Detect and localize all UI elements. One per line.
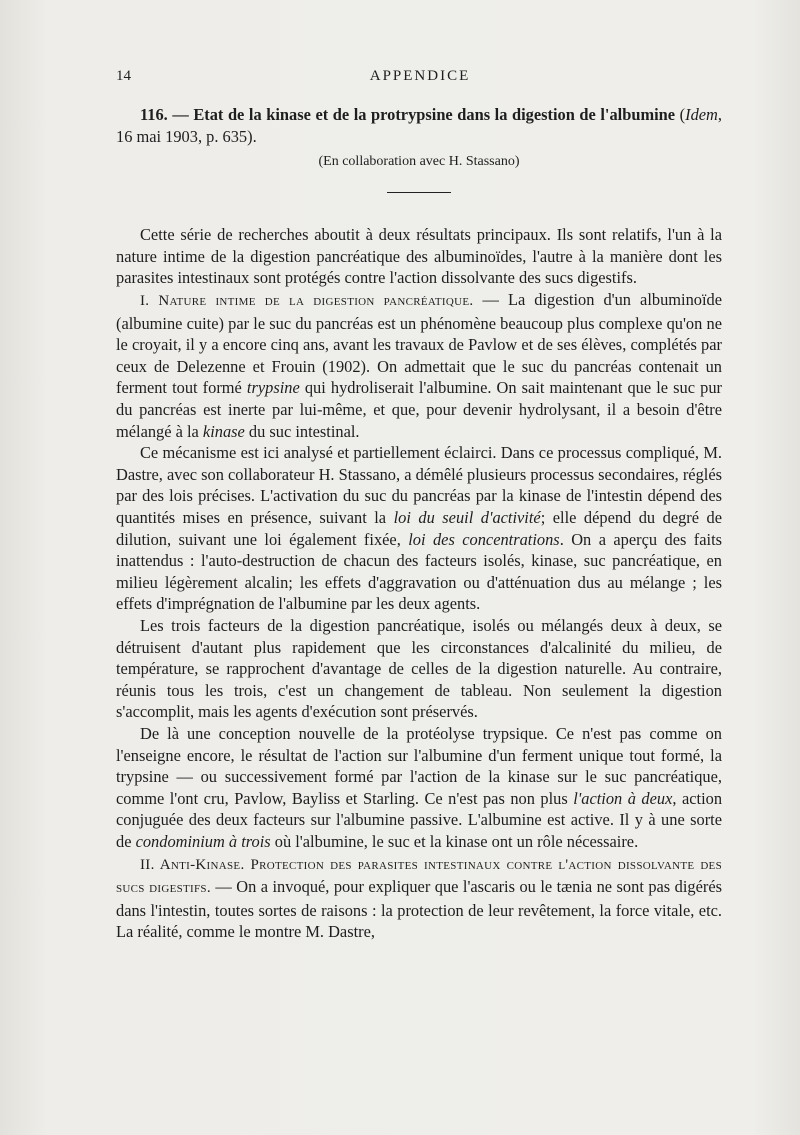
p5-text-b: , action conjuguée des deux facteurs sur l'albumine passive. L'albumine est active. Il y à une sorte de: [116, 788, 723, 851]
paragraph-1: Cette série de recherches aboutit à deux résultats principaux. Ils sont relatifs, l'un à la nature intime de la digestion pancréatique des albuminoïdes, l'autre à la manière dont les parasites intestinaux sont protégés contre l'action dissolvante des sucs digestifs.: [116, 225, 722, 288]
p2-text-b: qui hydroliserait l'albumine. On sait maintenant que le suc pur du pancréas est inerte par lui-même, et que, pour devenir hydrolysant, il a besoin d'être mélangé à la: [116, 378, 722, 441]
p5-text-c: où l'albumine, le suc et la kinase ont un rôle nécessaire.: [270, 831, 639, 851]
paragraph-4: Les trois facteurs de la digestion pancréatique, isolés ou mélangés deux à deux, se détruisent d'autant plus rapidement que les circonstances d'alcalinité du milieu, de température, se rapprochent d'avantage de celles de la digestion naturelle. Au contraire, réunis tous les trois, c'est un changement de tableau. Non seulement la digestion s'accomplit, mais les agents d'exécution sont préservés.: [116, 615, 722, 722]
page-header: [116, 68, 724, 90]
p6-text-a: — On a invoqué, pour expliquer que l'ascaris ou le tænia ne sont pas digérés dans l'intestin, toutes sortes de raisons : la protection de leur revêtement, la force vitale, etc. La réalité, comme le montre M. Dastre,: [116, 877, 722, 942]
p2-italic-kinase: kinase: [202, 421, 245, 441]
p2-italic-trypsine: trypsine: [246, 378, 300, 398]
paragraph-3: [116, 442, 722, 615]
ref-open: (: [679, 105, 686, 124]
p3-italic-1: loi du seuil d'activité: [393, 508, 541, 527]
separator-rule: [387, 192, 451, 194]
paragraph-2: [116, 289, 722, 442]
section-heading-1: I. Nature intime de la digestion pancréatique.: [140, 293, 474, 310]
running-head: APPENDICE: [369, 68, 471, 84]
entry-title-text: — Etat de la kinase et de la protrypsine dans la digestion de l'albumine: [172, 105, 676, 124]
p5-italic-2: condominium à trois: [135, 831, 271, 851]
page-number: 14: [116, 68, 131, 84]
p3-text-c: . On a aperçu des faits inattendus : l'auto-destruction de chacun des facteurs isolés, kinase, suc pancréatique, en milieu légèrement alcalin; les effets d'aggravation ou d'atténuation dus au mélange ; les effets d'imprégnation de l'albumine par les deux agents.: [116, 529, 723, 614]
entry-title: [116, 104, 722, 147]
paragraph-6: [116, 853, 722, 943]
p2-text-a: — La digestion d'un albuminoïde (albumine cuite) par le suc du pancréas est un phénomène beaucoup plus complexe qu'on ne le croyait, il y a encore cinq ans, avant les travaux de Pavlow et de ses élèves, complétés par ceux de Delezenne et Frouin (1902). On admettait que le suc du pancréas contenait un ferment tout formé: [116, 290, 722, 398]
ref-rest: , 16 mai 1903, p. 635).: [116, 105, 722, 146]
entry-number: 116.: [140, 105, 168, 124]
p2-text-c: du suc intestinal.: [244, 421, 360, 441]
section-heading-2: II. Anti-Kinase. Protection des parasites intestinaux contre l'action dissolvante des sucs digestifs.: [116, 856, 722, 897]
p3-text-b: ; elle dépend du degré de dilution, suivant une loi également fixée,: [116, 508, 722, 549]
ref-italic: Idem: [685, 105, 718, 124]
collaboration-note: (En collaboration avec H. Stassano): [318, 154, 520, 170]
p3-italic-2: loi des concentrations: [408, 529, 560, 549]
body-text: [116, 104, 722, 943]
paragraph-5: [116, 723, 722, 853]
p3-text-a: Ce mécanisme est ici analysé et partiellement éclairci. Dans ce processus compliqué, M. Dastre, avec son collaborateur H. Stassano, a démêlé plusieurs processus secondaires, réglés par des lois précises. L'activation du suc du pancréas par la kinase de l'intestin dépend des quantités mises en présence, suivant la: [116, 443, 722, 527]
p5-text-a: De là une conception nouvelle de la protéolyse trypsique. Ce n'est pas comme on l'enseigne encore, le résultat de l'action sur l'albumine d'un ferment unique tout formé, la trypsine — ou successivement formé par l'action de la kinase sur le suc pancréatique, comme l'ont cru, Pavlow, Bayliss et Starling. Ce n'est pas non plus: [116, 723, 722, 808]
p5-italic-1: l'action à deux: [573, 788, 673, 808]
